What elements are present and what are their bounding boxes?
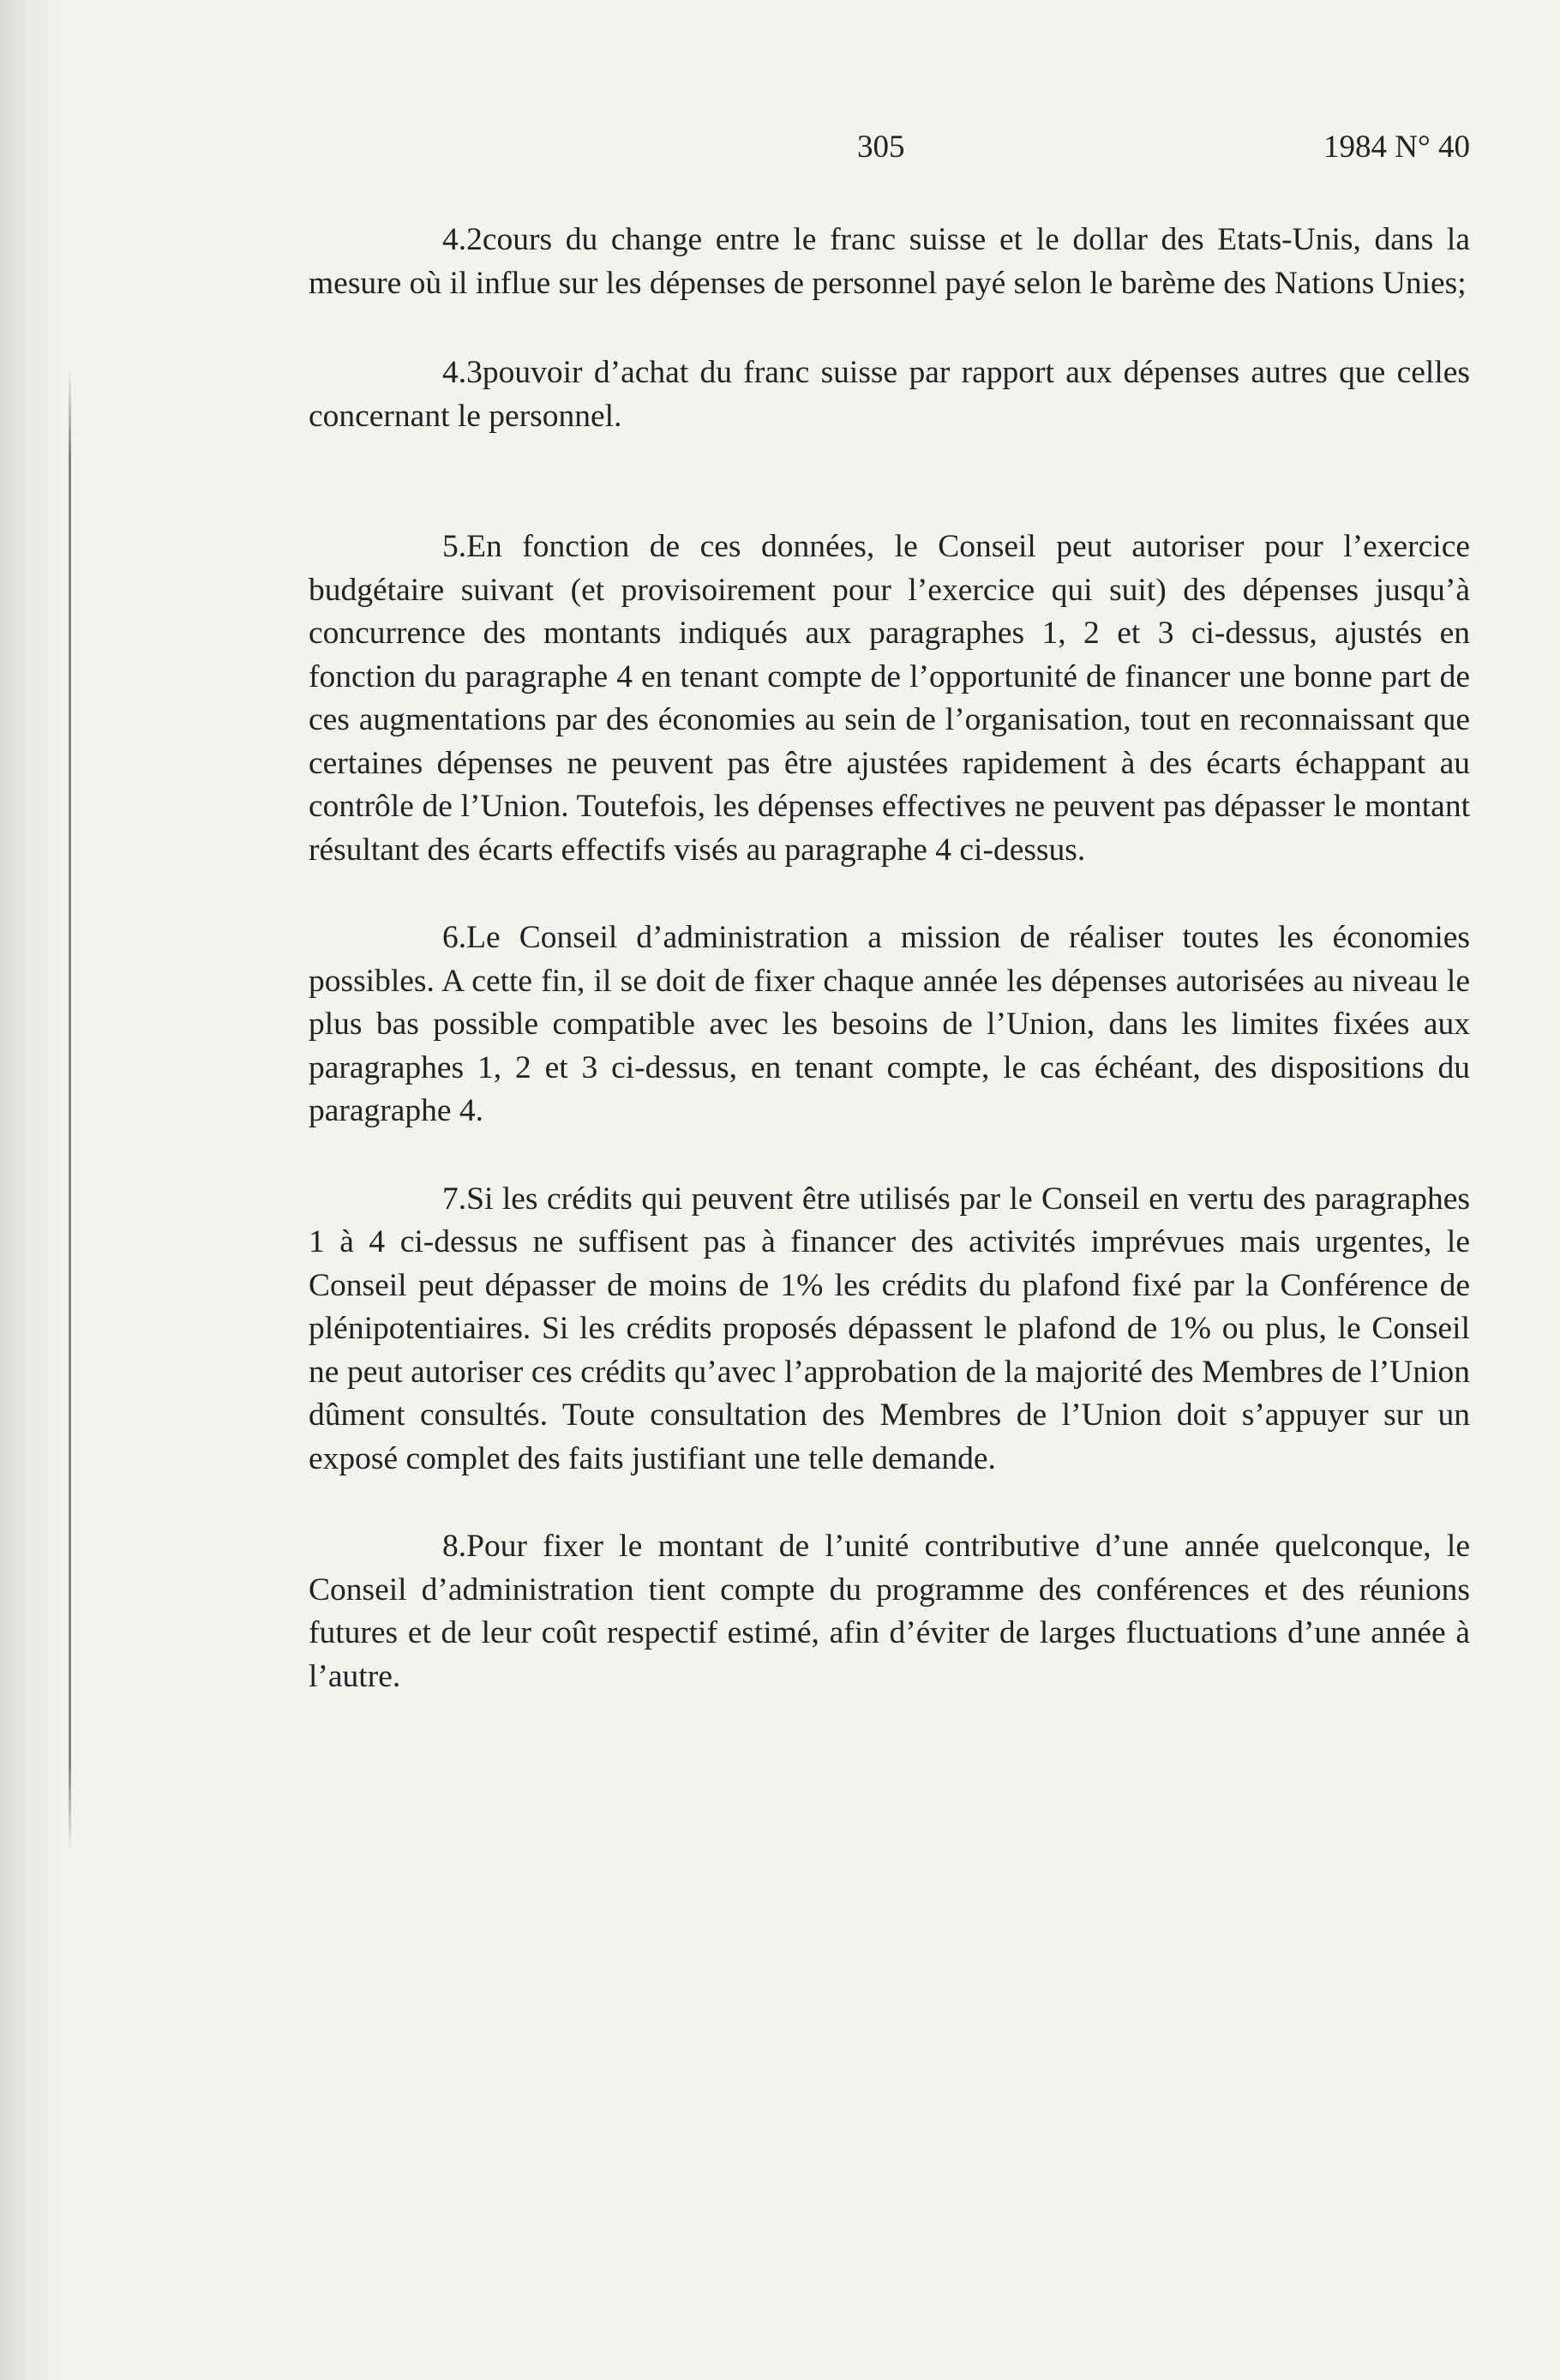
paragraph-number: 6. [442,920,467,955]
paragraph-number: 4.3 [442,355,483,390]
page-number: 305 [857,129,905,165]
paragraph-text: En fonction de ces données, le Conseil peut autoriser pour l’exercice budgétaire suivant (et provisoirement pour l’exercice qui suit) des dépenses jusqu’à concurrence des montants indiqués aux paragraphes 1, 2 et 3 ci-dessus, ajustés en fonction du paragraphe 4 en tenant compte de l’opportunité de financer une bonne part de ces augmentations par des économies au sein de l’organisation, tout en reconnaissant que certaines dépenses ne peuvent pas être ajustées rapidement à des écarts échappant au contrôle de l’Union. Toutefois, les dépenses effectives ne peuvent pas dépasser le montant résultant des écarts effectifs visés au paragraphe 4 ci-dessus. [309,529,1470,868]
binding-edge [0,0,69,2380]
paragraph-text: pouvoir d’achat du franc suisse par rapport aux dépenses autres que celles concernant le personnel. [309,355,1470,434]
paragraph-text: Pour fixer le montant de l’unité contributive d’une année quelconque, le Conseil d’administration tient compte du programme des conférences et des réunions futures et de leur coût respectif estimé, afin d’éviter de larges fluctuations d’une année à l’autre. [309,1529,1470,1694]
document-body [309,219,1470,1698]
paragraph-7 [309,1178,1470,1481]
paragraph-text: Si les crédits qui peuvent être utilisés par le Conseil en vertu des paragraphes 1 à 4 ci-dessus ne suffisent pas à financer des activités imprévues mais urgentes, le Conseil peut dépasser de moins de 1% les crédits du plafond fixé par la Conférence de plénipotentiaires. Si les crédits proposés dépassent le plafond de 1% ou plus, le Conseil ne peut autoriser ces crédits qu’avec l’approbation de la majorité des Membres de l’Union dûment consultés. Toute consultation des Membres de l’Union doit s’appuyer sur un exposé complet des faits justifiant une telle demande. [309,1181,1470,1476]
page-header [309,129,1470,180]
paragraph-4-2 [309,219,1470,305]
paragraph-6 [309,917,1470,1133]
paragraph-4-3 [309,352,1470,438]
paragraph-8 [309,1525,1470,1698]
paragraph-text: Le Conseil d’administration a mission de réaliser toutes les économies possibles. A cette fin, il se doit de fixer chaque année les dépenses autorisées au niveau le plus bas possible compatible avec les besoins de l’Union, dans les limites fixées aux paragraphes 1, 2 et 3 ci-dessus, en tenant compte, le cas échéant, des dispositions du paragraphe 4. [309,920,1470,1128]
document-reference: 1984 N° 40 [1323,129,1470,165]
binding-line [69,369,71,1852]
paragraph-number: 4.2 [442,222,483,257]
paragraph-number: 5. [442,529,467,564]
paragraph-5 [309,526,1470,872]
paragraph-text: cours du change entre le franc suisse et le dollar des Etats-Unis, dans la mesure où il influe sur les dépenses de personnel payé selon le barème des Nations Unies; [309,222,1470,301]
paragraph-number: 8. [442,1529,467,1564]
paragraph-number: 7. [442,1181,467,1217]
